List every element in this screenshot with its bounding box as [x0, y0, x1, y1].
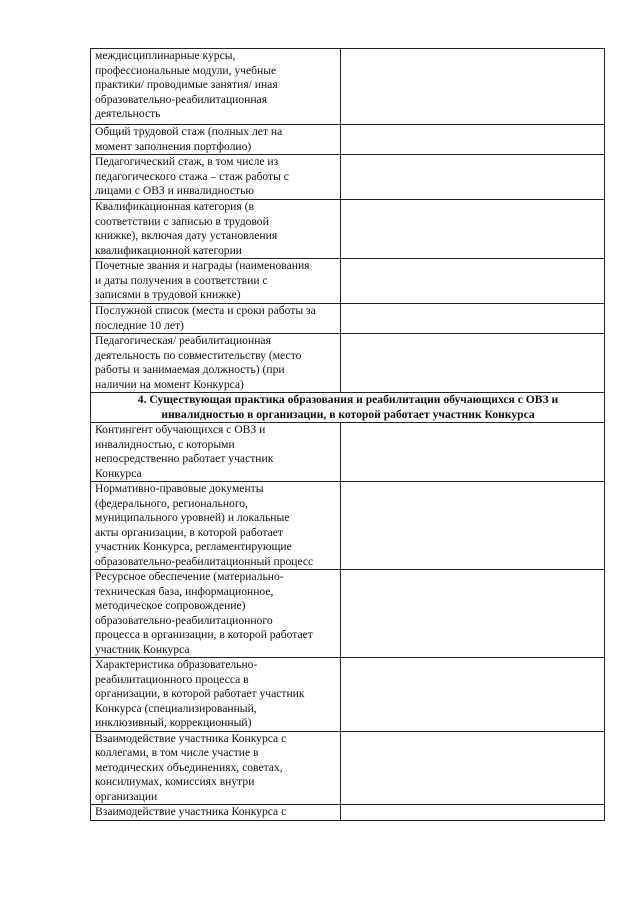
table-row	[91, 570, 605, 658]
table-row	[91, 334, 605, 393]
row-value-cell[interactable]	[341, 423, 605, 482]
section-heading: 4. Существующая практика образования и реабилитации обучающихся с ОВЗ и инвалидностью в организации, в которой работает участник Конкурса	[91, 393, 605, 423]
table-row	[91, 200, 605, 259]
row-value-cell[interactable]	[341, 334, 605, 393]
row-label: Нормативно-правовые документы (федерального, регионального, муниципального уровней) и локальные акты организации, в которой работает участник Конкурса, регламентирующие образовательно-реабилитационный процесс	[91, 482, 341, 570]
row-value-cell[interactable]	[341, 49, 605, 125]
row-label: Педагогический стаж, в том числе из педагогического стажа – стаж работы с лицами с ОВЗ и инвалидностью	[91, 155, 341, 200]
row-value-cell[interactable]	[341, 304, 605, 334]
row-label: Почетные звания и награды (наименования и даты получения в соответствии с записями в трудовой книжке)	[91, 259, 341, 304]
table-row	[91, 482, 605, 570]
table-row	[91, 155, 605, 200]
table-row	[91, 731, 605, 805]
row-label: Контингент обучающихся с ОВЗ и инвалидностью, с которыми непосредственно работает участник Конкурса	[91, 423, 341, 482]
section-heading-row	[91, 393, 605, 423]
row-label: Взаимодействие участника Конкурса с	[91, 805, 341, 821]
table-row	[91, 423, 605, 482]
row-label: Характеристика образовательно- реабилитационного процесса в организации, в которой работает участник Конкурса (специализированный, инклюзивный, коррекционный)	[91, 658, 341, 732]
portfolio-form-table	[90, 48, 605, 821]
row-label: Квалификационная категория (в соответствии с записью в трудовой книжке), включая дату установления квалификационной категории	[91, 200, 341, 259]
table-row	[91, 304, 605, 334]
row-label: Педагогическая/ реабилитационная деятельность по совместительству (место работы и занимаемая должность) (при наличии на момент Конкурса)	[91, 334, 341, 393]
row-value-cell[interactable]	[341, 259, 605, 304]
row-label: Ресурсное обеспечение (материально- техническая база, информационное, методическое сопровождение) образовательно-реабилитационного процесса в организации, в которой работает участник Конкурса	[91, 570, 341, 658]
row-value-cell[interactable]	[341, 570, 605, 658]
table-row	[91, 259, 605, 304]
row-label: междисциплинарные курсы, профессиональные модули, учебные практики/ проводимые занятия/ иная образовательно-реабилитационная деятельность	[91, 49, 341, 125]
row-value-cell[interactable]	[341, 155, 605, 200]
table-row	[91, 49, 605, 125]
row-label: Взаимодействие участника Конкурса с коллегами, в том числе участие в методических объединениях, советах, консилиумах, комиссиях внутри организации	[91, 731, 341, 805]
table-row	[91, 125, 605, 155]
row-value-cell[interactable]	[341, 805, 605, 821]
row-value-cell[interactable]	[341, 200, 605, 259]
table-row	[91, 805, 605, 821]
row-value-cell[interactable]	[341, 731, 605, 805]
table-row	[91, 658, 605, 732]
row-value-cell[interactable]	[341, 125, 605, 155]
row-value-cell[interactable]	[341, 658, 605, 732]
row-label: Послужной список (места и сроки работы за последние 10 лет)	[91, 304, 341, 334]
row-value-cell[interactable]	[341, 482, 605, 570]
row-label: Общий трудовой стаж (полных лет на момент заполнения портфолио)	[91, 125, 341, 155]
